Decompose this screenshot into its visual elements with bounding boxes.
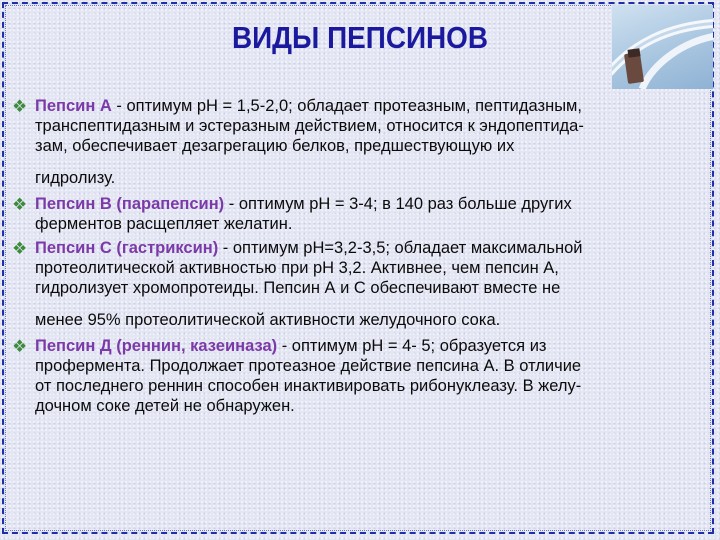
- item-text: менее 95% протеолитической активности желудочного сока.: [35, 311, 501, 329]
- item-text: от последнего реннин способен инактивировать рибонуклеазу. В желу-: [35, 377, 582, 395]
- list-item-pepsin-a: [12, 96, 708, 188]
- item-text: зам, обеспечивает дезагрегацию белков, предшествующую их: [35, 137, 515, 155]
- item-name: Пепсин С (гастриксин): [35, 239, 219, 257]
- item-text: ферментов расщепляет желатин.: [35, 215, 293, 233]
- item-name: Пепсин В (парапепсин): [35, 195, 225, 213]
- slide-title: ВИДЫ ПЕПСИНОВ: [231, 20, 489, 55]
- bullet-icon: ❖: [12, 195, 28, 214]
- item-text: - оптимум рН=3,2-3,5; обладает максимальной: [218, 239, 583, 257]
- item-name: Пепсин А: [35, 97, 112, 115]
- bullet-icon: ❖: [12, 239, 28, 258]
- item-text: гидролизу.: [35, 169, 116, 187]
- content-list: [12, 96, 708, 416]
- item-text: протеолитической активностью при рН 3,2. Активнее, чем пепсин А,: [35, 259, 559, 277]
- item-name: Пепсин Д (реннин, казеиназа): [35, 337, 278, 355]
- item-text: - оптимум рН = 4- 5; образуется из: [277, 337, 547, 355]
- item-text: гидролизует хромопротеиды. Пепсин А и С обеспечивают вместе не: [35, 279, 561, 297]
- item-text: транспептидазным и эстеразным действием, относится к эндопептида-: [35, 117, 584, 135]
- item-text: дочном соке детей не обнаружен.: [35, 397, 295, 415]
- tube-photo: [612, 5, 713, 89]
- item-text: - оптимум рН = 1,5-2,0; обладает протеазным, пептидазным,: [111, 97, 582, 115]
- tube-illustration: [612, 5, 713, 89]
- bullet-icon: ❖: [12, 337, 28, 356]
- list-item-pepsin-b: [12, 194, 708, 234]
- item-text: - оптимум рН = 3-4; в 140 раз больше других: [224, 195, 572, 213]
- item-text: профермента. Продолжает протеазное действие пепсина А. В отличие: [35, 357, 582, 375]
- list-item-pepsin-d: [12, 336, 708, 416]
- list-item-pepsin-c: [12, 238, 708, 330]
- bullet-icon: ❖: [12, 97, 28, 116]
